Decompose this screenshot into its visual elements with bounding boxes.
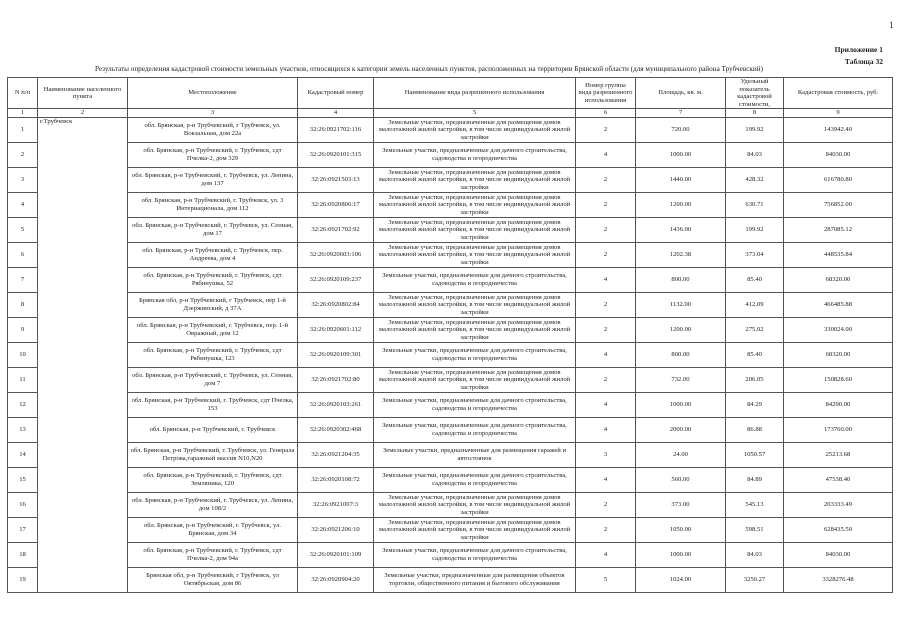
specific-value-cell: 84.89 bbox=[726, 467, 784, 492]
row-number: 7 bbox=[8, 267, 38, 292]
location-cell: обл. Брянская, р-н Трубчевский, г. Трубчевск, сдт Пчелка, 153 bbox=[128, 392, 298, 417]
cadastral-cost-cell: 756852.00 bbox=[784, 192, 893, 217]
cadastral-cost-cell: 68320.00 bbox=[784, 267, 893, 292]
cadastral-number-cell: 32:26:0920802:84 bbox=[298, 292, 374, 317]
cadastral-number-cell: 32:26:0921206:10 bbox=[298, 517, 374, 542]
use-type-cell: Земельные участки, предназначенные для размещения домов малоэтажной жилой застройки, в том числе индивидуальной жилой застройки bbox=[374, 217, 576, 242]
table-row bbox=[8, 367, 893, 392]
col-number: 4 bbox=[298, 109, 374, 118]
specific-value-cell: 84.29 bbox=[726, 392, 784, 417]
table-row bbox=[8, 267, 893, 292]
table-row bbox=[8, 292, 893, 317]
col-header-cadastral: Кадастровый номер bbox=[298, 78, 374, 109]
specific-value-cell: 84.03 bbox=[726, 142, 784, 167]
cadastral-number-cell: 32:26:0920109:301 bbox=[298, 342, 374, 367]
table-row bbox=[8, 167, 893, 192]
use-type-cell: Земельные участки, предназначенные для дачного строительства, садоводства и огородничества bbox=[374, 542, 576, 567]
table-row bbox=[8, 192, 893, 217]
col-header-use: Наименование вида разрешенного использования bbox=[374, 78, 576, 109]
location-cell: обл. Брянская, р-н Трубчевский, г. Трубчевск, ул. Сенная, дом 7 bbox=[128, 367, 298, 392]
location-cell: обл. Брянская, р-н Трубчевский, г. Трубчевск, ул. Ленина, дом 137 bbox=[128, 167, 298, 192]
specific-value-cell: 85.40 bbox=[726, 267, 784, 292]
table-row bbox=[8, 392, 893, 417]
table-row bbox=[8, 317, 893, 342]
cadastral-number-cell: 32:26:0920601:112 bbox=[298, 317, 374, 342]
area-cell: 24.00 bbox=[636, 442, 726, 467]
specific-value-cell: 1050.57 bbox=[726, 442, 784, 467]
col-number: 6 bbox=[576, 109, 636, 118]
row-number: 3 bbox=[8, 167, 38, 192]
col-header-cost: Кадастровая стоимость, руб. bbox=[784, 78, 893, 109]
group-number-cell: 2 bbox=[576, 517, 636, 542]
use-type-cell: Земельные участки, предназначенные для размещения домов малоэтажной жилой застройки, в том числе индивидуальной жилой застройки bbox=[374, 117, 576, 142]
area-cell: 373.00 bbox=[636, 492, 726, 517]
row-number: 17 bbox=[8, 517, 38, 542]
row-number: 14 bbox=[8, 442, 38, 467]
location-cell: обл. Брянская, р-н Трубчевский, г. Трубчевск, сдт Пчелка-2, дом 329 bbox=[128, 142, 298, 167]
col-number: 8 bbox=[726, 109, 784, 118]
group-number-cell: 4 bbox=[576, 467, 636, 492]
cadastral-number-cell: 32:26:0921702:92 bbox=[298, 217, 374, 242]
row-number: 1 bbox=[8, 117, 38, 142]
group-number-cell: 5 bbox=[576, 567, 636, 592]
cadastral-cost-cell: 616780.80 bbox=[784, 167, 893, 192]
area-cell: 560.00 bbox=[636, 467, 726, 492]
header-row bbox=[8, 78, 893, 109]
document-title: Результаты определения кадастровой стоимости земельных участков, относящихся к категории земель населенных пунктов, расположенных на территории Брянской области (для муниципального района Трубчевский) bbox=[95, 65, 763, 73]
specific-value-cell: 86.88 bbox=[726, 417, 784, 442]
group-number-cell: 2 bbox=[576, 217, 636, 242]
use-type-cell: Земельные участки, предназначенные для дачного строительства, садоводства и огородничества bbox=[374, 267, 576, 292]
location-cell: обл. Брянская, р-н Трубчевский, г. Трубчевск, сдт Пчелка-2, дом 94а bbox=[128, 542, 298, 567]
group-number-cell: 4 bbox=[576, 142, 636, 167]
table-row bbox=[8, 542, 893, 567]
cadastral-cost-cell: 84030.00 bbox=[784, 542, 893, 567]
column-number-row bbox=[8, 109, 893, 118]
location-cell: обл. Брянская, р-н Трубчевский, г. Трубчевск, ул. Ленина, дом 108/2 bbox=[128, 492, 298, 517]
area-cell: 800.00 bbox=[636, 267, 726, 292]
table-row bbox=[8, 517, 893, 542]
col-number: 5 bbox=[374, 109, 576, 118]
location-cell: обл. Брянская, р-н Трубчевский, г. Трубчевск, пер. Андреева, дом 4 bbox=[128, 242, 298, 267]
cadastral-cost-cell: 25213.68 bbox=[784, 442, 893, 467]
use-type-cell: Земельные участки, предназначенные для дачного строительства, садоводства и огородничества bbox=[374, 142, 576, 167]
col-number: 7 bbox=[636, 109, 726, 118]
location-cell: обл. Брянская, р-н Трубчевский, г. Трубчевск, сдт Земляника, 120 bbox=[128, 467, 298, 492]
specific-value-cell: 275.02 bbox=[726, 317, 784, 342]
table-row bbox=[8, 567, 893, 592]
cadastral-cost-cell: 203333.49 bbox=[784, 492, 893, 517]
row-number: 6 bbox=[8, 242, 38, 267]
row-number: 11 bbox=[8, 367, 38, 392]
group-number-cell: 2 bbox=[576, 317, 636, 342]
area-cell: 1000.00 bbox=[636, 142, 726, 167]
group-number-cell: 2 bbox=[576, 242, 636, 267]
area-cell: 720.00 bbox=[636, 117, 726, 142]
location-cell: обл. Брянская, р-н Трубчевский, г. Трубчевск, ул. 3 Интернационала, дом 112 bbox=[128, 192, 298, 217]
col-header-area: Площадь, кв. м. bbox=[636, 78, 726, 109]
appendix-label: Приложение 1 bbox=[834, 45, 883, 54]
group-number-cell: 4 bbox=[576, 542, 636, 567]
use-type-cell: Земельные участки, предназначенные для размещения домов малоэтажной жилой застройки, в том числе индивидуальной жилой застройки bbox=[374, 317, 576, 342]
use-type-cell: Земельные участки, предназначенные для размещения домов малоэтажной жилой застройки, в том числе индивидуальной жилой застройки bbox=[374, 492, 576, 517]
specific-value-cell: 598.51 bbox=[726, 517, 784, 542]
area-cell: 2000.00 bbox=[636, 417, 726, 442]
location-cell: Брянская обл, р-н Трубчевский, г Трубчевск, ул Октябрьская, дом 86 bbox=[128, 567, 298, 592]
cadastral-number-cell: 32:26:0921007:3 bbox=[298, 492, 374, 517]
table-number: Таблица 32 bbox=[844, 57, 883, 66]
specific-value-cell: 545.13 bbox=[726, 492, 784, 517]
cadastral-number-cell: 32:26:0920904:20 bbox=[298, 567, 374, 592]
location-cell: обл. Брянская, р-н Трубчевский, г. Трубчевск, сдт Рябинушка, 52 bbox=[128, 267, 298, 292]
cadastral-cost-cell: 3328276.48 bbox=[784, 567, 893, 592]
use-type-cell: Земельные участки, предназначенные для дачного строительства, садоводства и огородничества bbox=[374, 417, 576, 442]
row-number: 2 bbox=[8, 142, 38, 167]
location-cell: обл. Брянская, р-н Трубчевский, г. Трубчевск, сдт Рябинушка, 123 bbox=[128, 342, 298, 367]
row-number: 18 bbox=[8, 542, 38, 567]
use-type-cell: Земельные участки, предназначенные для дачного строительства, садоводства и огородничества bbox=[374, 342, 576, 367]
specific-value-cell: 85.40 bbox=[726, 342, 784, 367]
group-number-cell: 4 bbox=[576, 417, 636, 442]
col-header-location: Местоположение bbox=[128, 78, 298, 109]
table-row bbox=[8, 242, 893, 267]
area-cell: 1200.00 bbox=[636, 192, 726, 217]
cadastral-cost-cell: 448535.84 bbox=[784, 242, 893, 267]
cadastral-number-cell: 32:26:0921503:13 bbox=[298, 167, 374, 192]
locality-cell: г.Трубчевск bbox=[38, 117, 128, 592]
cadastral-number-cell: 32:26:0921702:80 bbox=[298, 367, 374, 392]
cadastral-cost-cell: 68320.00 bbox=[784, 342, 893, 367]
col-header-num: N п/п bbox=[8, 78, 38, 109]
area-cell: 1000.00 bbox=[636, 542, 726, 567]
table-row bbox=[8, 142, 893, 167]
specific-value-cell: 199.92 bbox=[726, 217, 784, 242]
cadastral-cost-cell: 287085.12 bbox=[784, 217, 893, 242]
cadastral-cost-cell: 150828.60 bbox=[784, 367, 893, 392]
area-cell: 1132.00 bbox=[636, 292, 726, 317]
specific-value-cell: 199.92 bbox=[726, 117, 784, 142]
area-cell: 1440.00 bbox=[636, 167, 726, 192]
group-number-cell: 4 bbox=[576, 392, 636, 417]
cadastral-cost-cell: 84030.00 bbox=[784, 142, 893, 167]
location-cell: обл. Брянская, р-н Трубчевский, г. Трубчевск, пер. 1-й Овражный, дом 12 bbox=[128, 317, 298, 342]
cadastral-number-cell: 32:26:0921204:35 bbox=[298, 442, 374, 467]
group-number-cell: 2 bbox=[576, 117, 636, 142]
cadastral-number-cell: 32:26:0920103:261 bbox=[298, 392, 374, 417]
specific-value-cell: 84.03 bbox=[726, 542, 784, 567]
col-number: 9 bbox=[784, 109, 893, 118]
row-number: 13 bbox=[8, 417, 38, 442]
table-row bbox=[8, 417, 893, 442]
specific-value-cell: 630.71 bbox=[726, 192, 784, 217]
cadastral-number-cell: 32:26:0921702:116 bbox=[298, 117, 374, 142]
use-type-cell: Земельные участки, предназначенные для размещения домов малоэтажной жилой застройки, в том числе индивидуальной жилой застройки bbox=[374, 167, 576, 192]
use-type-cell: Земельные участки, предназначенные для размещения домов малоэтажной жилой застройки, в том числе индивидуальной жилой застройки bbox=[374, 517, 576, 542]
specific-value-cell: 412.09 bbox=[726, 292, 784, 317]
group-number-cell: 4 bbox=[576, 342, 636, 367]
cadastral-number-cell: 32:26:0920108:72 bbox=[298, 467, 374, 492]
col-header-specific: Удельный показатель кадастровой стоимости, bbox=[726, 78, 784, 109]
table-row bbox=[8, 117, 893, 142]
group-number-cell: 3 bbox=[576, 442, 636, 467]
use-type-cell: Земельные участки, предназначенные для дачного строительства, садоводства и огородничества bbox=[374, 467, 576, 492]
area-cell: 1202.38 bbox=[636, 242, 726, 267]
cadastral-cost-cell: 466485.88 bbox=[784, 292, 893, 317]
group-number-cell: 2 bbox=[576, 292, 636, 317]
group-number-cell: 2 bbox=[576, 367, 636, 392]
cadastral-number-cell: 32:26:0920101:109 bbox=[298, 542, 374, 567]
col-header-locality: Наименование населенного пункта bbox=[38, 78, 128, 109]
col-number: 1 bbox=[8, 109, 38, 118]
use-type-cell: Земельные участки, предназначенные для размещения домов малоэтажной жилой застройки, в том числе индивидуальной жилой застройки bbox=[374, 367, 576, 392]
use-type-cell: Земельные участки, предназначенные для размещения домов малоэтажной жилой застройки, в том числе индивидуальной жилой застройки bbox=[374, 292, 576, 317]
specific-value-cell: 373.04 bbox=[726, 242, 784, 267]
specific-value-cell: 206.05 bbox=[726, 367, 784, 392]
row-number: 12 bbox=[8, 392, 38, 417]
row-number: 8 bbox=[8, 292, 38, 317]
cadastral-number-cell: 32:26:0920302:468 bbox=[298, 417, 374, 442]
area-cell: 732.00 bbox=[636, 367, 726, 392]
row-number: 4 bbox=[8, 192, 38, 217]
use-type-cell: Земельные участки, предназначенные для размещения гаражей и автостоянок bbox=[374, 442, 576, 467]
area-cell: 800.00 bbox=[636, 342, 726, 367]
table-row bbox=[8, 492, 893, 517]
area-cell: 1436.00 bbox=[636, 217, 726, 242]
row-number: 15 bbox=[8, 467, 38, 492]
cadastral-number-cell: 32:26:0920806:17 bbox=[298, 192, 374, 217]
group-number-cell: 4 bbox=[576, 267, 636, 292]
cadastral-cost-cell: 47538.40 bbox=[784, 467, 893, 492]
group-number-cell: 2 bbox=[576, 192, 636, 217]
area-cell: 1000.00 bbox=[636, 392, 726, 417]
table-row bbox=[8, 342, 893, 367]
location-cell: обл. Брянская, р-н Трубчевский, г. Трубчевск, ул. Сенная, дом 17 bbox=[128, 217, 298, 242]
use-type-cell: Земельные участки, предназначенные для размещения объектов торговли, общественного питания и бытового обслуживания bbox=[374, 567, 576, 592]
cadastral-cost-cell: 628435.50 bbox=[784, 517, 893, 542]
row-number: 10 bbox=[8, 342, 38, 367]
group-number-cell: 2 bbox=[576, 492, 636, 517]
specific-value-cell: 3250.27 bbox=[726, 567, 784, 592]
location-cell: обл. Брянская, р-н Трубчевский, г Трубчевск, ул. Вокзальная, дом 22а bbox=[128, 117, 298, 142]
col-number: 2 bbox=[38, 109, 128, 118]
location-cell: обл. Брянская, р-н Трубчевский, г. Трубчевск bbox=[128, 417, 298, 442]
location-cell: обл. Брянская, р-н Трубчевский, г. Трубчевск, ул. Генерала Петрова,гаражный массив N10,N20 bbox=[128, 442, 298, 467]
cadastral-table bbox=[7, 77, 893, 593]
cadastral-cost-cell: 330024.00 bbox=[784, 317, 893, 342]
use-type-cell: Земельные участки, предназначенные для дачного строительства, садоводства и огородничества bbox=[374, 392, 576, 417]
row-number: 19 bbox=[8, 567, 38, 592]
table-row bbox=[8, 467, 893, 492]
table-row bbox=[8, 442, 893, 467]
location-cell: обл. Брянская, р-н Трубчевский, г. Трубчевск, ул. Брянская, дом 34 bbox=[128, 517, 298, 542]
row-number: 16 bbox=[8, 492, 38, 517]
area-cell: 1050.00 bbox=[636, 517, 726, 542]
cadastral-number-cell: 32:26:0920101:315 bbox=[298, 142, 374, 167]
area-cell: 1024.00 bbox=[636, 567, 726, 592]
row-number: 9 bbox=[8, 317, 38, 342]
row-number: 5 bbox=[8, 217, 38, 242]
col-number: 3 bbox=[128, 109, 298, 118]
group-number-cell: 2 bbox=[576, 167, 636, 192]
location-cell: Брянская обл, р-н Трубчевский, г Трубчевск, пер 1-й Дзержинский, д 37А bbox=[128, 292, 298, 317]
cadastral-cost-cell: 143942.40 bbox=[784, 117, 893, 142]
table-row bbox=[8, 217, 893, 242]
area-cell: 1200.00 bbox=[636, 317, 726, 342]
cadastral-number-cell: 32:26:0920603:106 bbox=[298, 242, 374, 267]
col-header-group: Номер группы вида разрешенного использования bbox=[576, 78, 636, 109]
cadastral-number-cell: 32:26:0920109:237 bbox=[298, 267, 374, 292]
page-mark: 1 bbox=[889, 20, 894, 30]
cadastral-cost-cell: 173760.00 bbox=[784, 417, 893, 442]
use-type-cell: Земельные участки, предназначенные для размещения домов малоэтажной жилой застройки, в том числе индивидуальной жилой застройки bbox=[374, 242, 576, 267]
use-type-cell: Земельные участки, предназначенные для размещения домов малоэтажной жилой застройки, в том числе индивидуальной жилой застройки bbox=[374, 192, 576, 217]
cadastral-cost-cell: 84290.00 bbox=[784, 392, 893, 417]
specific-value-cell: 428.32 bbox=[726, 167, 784, 192]
